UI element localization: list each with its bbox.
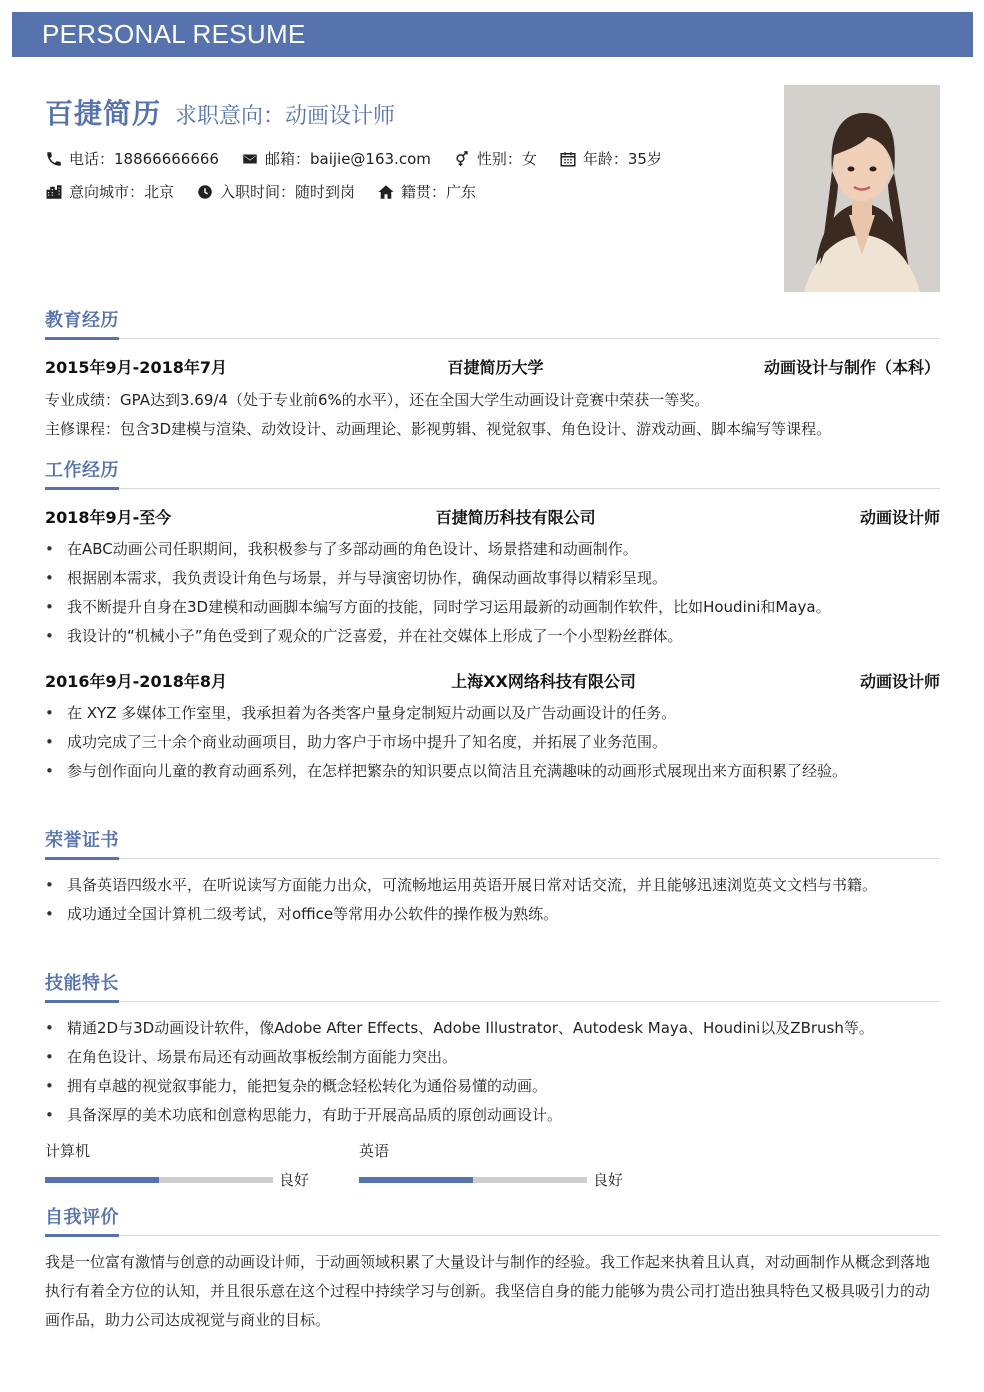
profile-name: 百捷简历 xyxy=(45,97,162,130)
banner-title: PERSONAL RESUME xyxy=(42,19,306,49)
list-item: • 在角色设计、场景布局还有动画故事板绘制方面能力突出。 xyxy=(45,1043,940,1072)
work-title: 工作经历 xyxy=(45,456,119,490)
self-eval-title: 自我评价 xyxy=(45,1203,119,1237)
job-target: 求职意向：动画设计师 xyxy=(175,104,396,129)
join-text: 入职时间：随时到岗 xyxy=(220,183,356,201)
age-text: 年龄：35岁 xyxy=(582,150,662,168)
age-info xyxy=(559,148,662,169)
phone-text: 电话：18866666666 xyxy=(69,150,219,168)
self-eval-divider xyxy=(45,1235,940,1236)
honors-bullets xyxy=(45,871,940,929)
list-item: • 成功通过全国计算机二级考试，对office等常用办公软件的操作极为熟练。 xyxy=(45,900,940,929)
skills-bullets xyxy=(45,1014,940,1130)
self-eval-section xyxy=(45,1203,940,1335)
skill-bar-wrap xyxy=(45,1169,313,1190)
city-info xyxy=(45,181,174,202)
hometown-text: 籍贯：广东 xyxy=(401,183,477,201)
skill-level-item xyxy=(359,1140,627,1190)
profile-header xyxy=(45,92,765,202)
skill-progress-fill xyxy=(45,1177,159,1183)
education-major: 动画设计与制作（本科） xyxy=(763,358,940,377)
email-text: 邮箱：baijie@163.com xyxy=(264,150,431,168)
skill-progress-fill xyxy=(359,1177,473,1183)
job-role: 动画设计师 xyxy=(859,672,940,691)
skill-levels xyxy=(45,1140,940,1190)
skill-progress-bar xyxy=(359,1177,587,1183)
work-divider xyxy=(45,488,940,489)
list-item: • 成功完成了三十余个商业动画项目，助力客户于市场中提升了知名度，并拓展了业务范围。 xyxy=(45,728,940,757)
list-item: • 我不断提升自身在3D建模和动画脚本编写方面的技能，同时学习运用最新的动画制作软件，比如Houdini和Maya。 xyxy=(45,593,940,622)
education-detail: 主修课程：包含3D建模与渲染、动效设计、动画理论、影视剪辑、视觉叙事、角色设计、游戏动画、脚本编写等课程。 xyxy=(45,420,832,438)
skill-level-item xyxy=(45,1140,313,1190)
self-eval-text: 我是一位富有激情与创意的动画设计师，于动画领域积累了大量设计与制作的经验。我工作起来执着且认真，对动画制作从概念到落地执行有着全方位的认知，并且很乐意在这个过程中持续学习与创新。我坚信自身的能力能够为贵公司打造出独具特色又极具吸引力的动画作品，助力公司达成视觉与商业的目标。 xyxy=(45,1253,931,1329)
email-info xyxy=(241,148,431,169)
education-row xyxy=(45,355,940,378)
skills-title: 技能特长 xyxy=(45,969,119,1003)
education-title: 教育经历 xyxy=(45,306,119,340)
education-detail: 专业成绩：GPA达到3.69/4（处于专业前6%的水平），还在全国大学生动画设计竞赛中荣获一等奖。 xyxy=(45,391,710,409)
education-period: 2015年9月-2018年7月 xyxy=(45,358,227,377)
skill-progress-bar xyxy=(45,1177,273,1183)
list-item: • 具备英语四级水平，在听说读写方面能力出众，可流畅地运用英语开展日常对话交流，并且能够迅速浏览英文文档与书籍。 xyxy=(45,871,940,900)
skills-divider xyxy=(45,1001,940,1002)
skill-label: 计算机 xyxy=(45,1142,91,1160)
top-banner xyxy=(12,12,973,57)
honors-divider xyxy=(45,858,940,859)
job-company: 百捷简历科技有限公司 xyxy=(435,508,596,527)
gender-text: 性别：女 xyxy=(476,150,537,168)
list-item: • 具备深厚的美术功底和创意构思能力，有助于开展高品质的原创动画设计。 xyxy=(45,1101,940,1130)
job-row xyxy=(45,669,940,692)
city-text: 意向城市：北京 xyxy=(69,183,175,201)
contact-row-1 xyxy=(45,148,765,169)
building-icon xyxy=(45,183,63,201)
hometown-info xyxy=(377,181,476,202)
clock-icon xyxy=(196,183,214,201)
gender-icon xyxy=(453,150,471,168)
list-item: • 拥有卓越的视觉叙事能力，能把复杂的概念轻松转化为通俗易懂的动画。 xyxy=(45,1072,940,1101)
skills-section xyxy=(45,969,940,1190)
job-bullets xyxy=(45,699,940,786)
job-row xyxy=(45,505,940,528)
contact-row-2 xyxy=(45,181,765,202)
profile-photo xyxy=(784,85,940,292)
skill-level-text: 良好 xyxy=(593,1171,624,1189)
job-role: 动画设计师 xyxy=(859,508,940,527)
name-row xyxy=(45,92,765,132)
education-divider xyxy=(45,338,940,339)
job-company: 上海XX网络科技有限公司 xyxy=(451,672,636,691)
home-icon xyxy=(377,183,395,201)
job-period: 2016年9月-2018年8月 xyxy=(45,672,227,691)
job-period: 2018年9月-至今 xyxy=(45,508,172,527)
skill-level-text: 良好 xyxy=(279,1171,310,1189)
education-school: 百捷简历大学 xyxy=(447,358,544,377)
education-section xyxy=(45,306,940,444)
list-item: • 参与创作面向儿童的教育动画系列，在怎样把繁杂的知识要点以简洁且充满趣味的动画形式展现出来方面积累了经验。 xyxy=(45,757,940,786)
skill-bar-wrap xyxy=(359,1169,627,1190)
honors-title: 荣誉证书 xyxy=(45,826,119,860)
calendar-icon xyxy=(559,150,577,168)
list-item: • 根据剧本需求，我负责设计角色与场景，并与导演密切协作，确保动画故事得以精彩呈现。 xyxy=(45,564,940,593)
phone-info xyxy=(45,148,219,169)
list-item: • 在ABC动画公司任职期间，我积极参与了多部动画的角色设计、场景搭建和动画制作。 xyxy=(45,535,940,564)
job-bullets xyxy=(45,535,940,651)
list-item: • 精通2D与3D动画设计软件，像Adobe After Effects、Adobe Illustrator、Autodesk Maya、Houdini以及ZBrush等。 xyxy=(45,1014,940,1043)
list-item: • 在 XYZ 多媒体工作室里，我承担着为各类客户量身定制短片动画以及广告动画设计的任务。 xyxy=(45,699,940,728)
mail-icon xyxy=(241,150,259,168)
skill-label: 英语 xyxy=(359,1142,390,1160)
phone-icon xyxy=(45,150,63,168)
list-item: • 我设计的“机械小子”角色受到了观众的广泛喜爱，并在社交媒体上形成了一个小型粉丝群体。 xyxy=(45,622,940,651)
honors-section xyxy=(45,826,940,929)
gender-info xyxy=(453,148,537,169)
join-info xyxy=(196,181,355,202)
work-section xyxy=(45,456,940,786)
